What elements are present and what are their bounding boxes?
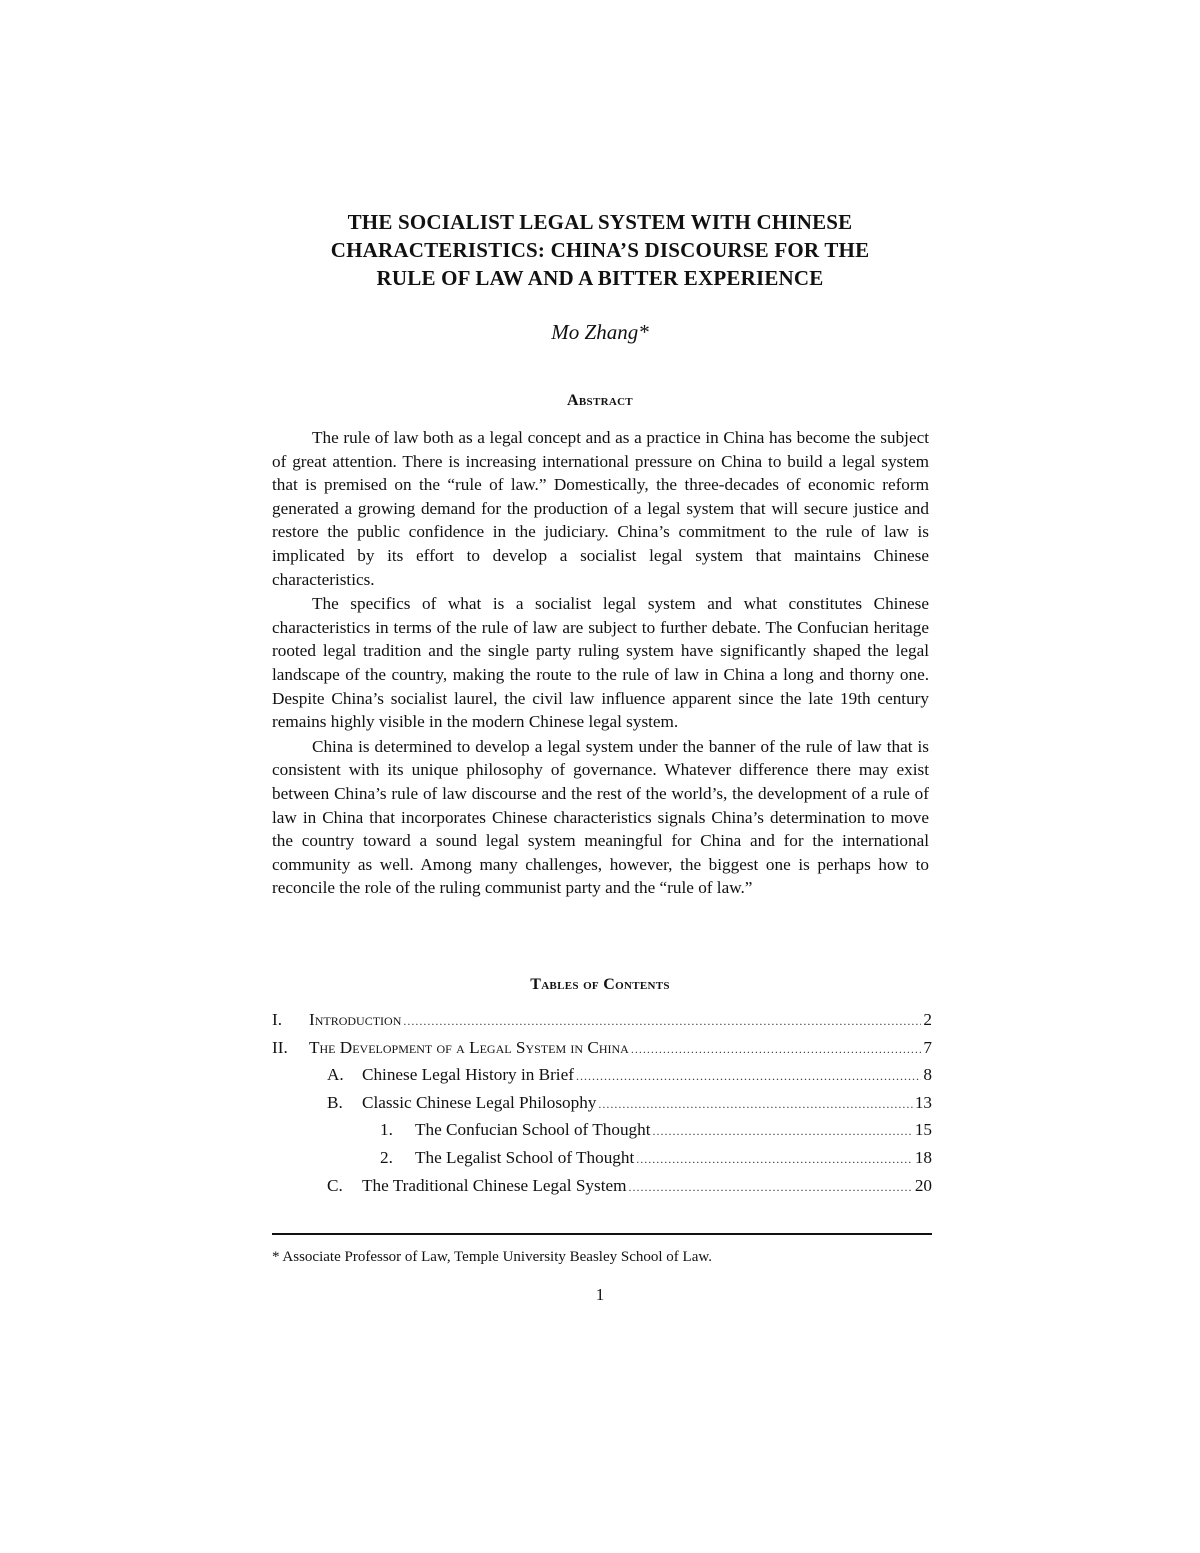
footnote-divider bbox=[272, 1233, 932, 1235]
toc-dot-leader bbox=[628, 1180, 912, 1195]
toc-entry-label: Chinese Legal History in Brief bbox=[362, 1065, 574, 1085]
toc-entry-page: 20 bbox=[914, 1175, 932, 1195]
toc-dot-leader bbox=[631, 1042, 922, 1057]
toc-entry[interactable] bbox=[272, 1176, 932, 1204]
table-of-contents bbox=[272, 1010, 932, 1203]
toc-entry-page: 7 bbox=[923, 1037, 932, 1057]
toc-entry-label: Classic Chinese Legal Philosophy bbox=[362, 1092, 597, 1112]
toc-entry-page: 2 bbox=[923, 1010, 932, 1029]
toc-entry-page: 8 bbox=[923, 1065, 932, 1085]
title-line-3: RULE OF LAW AND A BITTER EXPERIENCE bbox=[376, 266, 824, 290]
toc-entry[interactable] bbox=[272, 1120, 932, 1148]
toc-entry[interactable] bbox=[272, 1010, 932, 1038]
abstract-paragraph: China is determined to develop a legal system under the banner of the rule of law that is consistent with its unique philosophy of governance. Whatever difference there may exist between China’s rule of law discourse and the rest of the world’s, the development of a rule of law in China that incorporates Chinese characteristics signals China’s determination to move the country toward a sound legal system meaningful for China and for the international community as well. Among many challenges, however, the biggest one is perhaps how to reconcile the role of the ruling communist party and the “rule of law.” bbox=[272, 736, 929, 898]
toc-entry-label: Introduction bbox=[309, 1010, 402, 1029]
title-line-2: CHARACTERISTICS: CHINA’S DISCOURSE FOR THE bbox=[330, 238, 870, 262]
toc-dot-leader bbox=[403, 1014, 921, 1029]
article-title bbox=[250, 208, 950, 292]
toc-dot-leader bbox=[653, 1124, 913, 1139]
abstract-body bbox=[272, 426, 929, 901]
toc-entry-number: 2. bbox=[380, 1147, 393, 1167]
title-line-1: THE SOCIALIST LEGAL SYSTEM WITH CHINESE bbox=[347, 210, 853, 234]
toc-entry-number: I. bbox=[272, 1010, 283, 1029]
toc-entry-label: The Development of a Legal System in China bbox=[309, 1037, 629, 1057]
abstract-paragraph: The rule of law both as a legal concept and as a practice in China has become the subject of great attention. There is increasing international pressure on China to build a legal system that is premised on the “rule of law.” Domestically, the three-decades of economic reform generated a growing demand for the production of a legal system that will secure justice and restore the public confidence in the judiciary. China’s commitment to the rule of law is implicated by its effort to develop a socialist legal system that maintains Chinese characteristics. bbox=[272, 428, 929, 589]
toc-entry-number: B. bbox=[327, 1092, 343, 1112]
author-footnote: * Associate Professor of Law, Temple University Beasley School of Law. bbox=[272, 1249, 712, 1265]
toc-heading: Tables of Contents bbox=[530, 976, 670, 993]
toc-entry-label: The Confucian School of Thought bbox=[415, 1120, 651, 1140]
toc-entry[interactable] bbox=[272, 1148, 932, 1176]
toc-dot-leader bbox=[636, 1152, 913, 1167]
abstract-heading: Abstract bbox=[567, 392, 633, 409]
abstract-paragraph: The specifics of what is a socialist legal system and what constitutes Chinese characteristics in terms of the rule of law are subject to further debate. The Confucian heritage rooted legal tradition and the single party ruling system have significantly shaped the legal landscape of the country, making the route to the rule of law in China a long and thorny one. Despite China’s socialist laurel, the civil law influence apparent since the late 19th century remains highly visible in the modern Chinese legal system. bbox=[272, 594, 929, 732]
toc-entry-page: 18 bbox=[914, 1147, 932, 1167]
toc-entry-label: The Traditional Chinese Legal System bbox=[362, 1175, 627, 1195]
toc-entry[interactable] bbox=[272, 1065, 932, 1093]
toc-entry-number: II. bbox=[272, 1037, 288, 1057]
toc-entry-number: A. bbox=[327, 1065, 344, 1085]
toc-entry-number: 1. bbox=[380, 1120, 393, 1140]
toc-dot-leader bbox=[598, 1097, 912, 1112]
author-name: Mo Zhang* bbox=[551, 320, 649, 344]
toc-entry[interactable] bbox=[272, 1038, 932, 1066]
page-number: 1 bbox=[595, 1285, 605, 1304]
toc-entry[interactable] bbox=[272, 1093, 932, 1121]
toc-entry-page: 15 bbox=[914, 1120, 932, 1140]
toc-entry-page: 13 bbox=[914, 1092, 932, 1112]
toc-entry-label: The Legalist School of Thought bbox=[415, 1147, 635, 1167]
toc-entry-number: C. bbox=[327, 1175, 343, 1195]
toc-dot-leader bbox=[576, 1069, 921, 1084]
